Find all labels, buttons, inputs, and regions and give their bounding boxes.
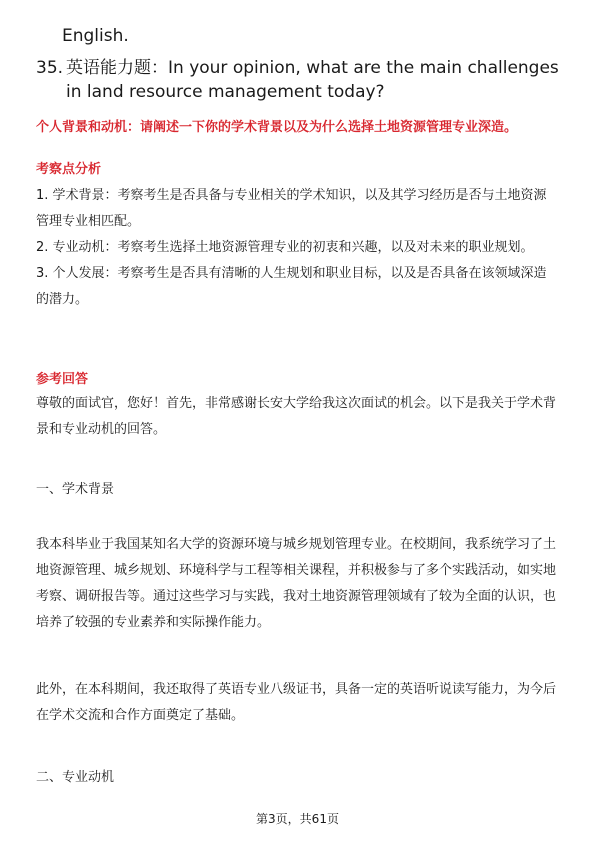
section-title: 二、专业动机 [36, 770, 115, 785]
question-item [36, 56, 559, 104]
section-title: 一、学术背景 [36, 482, 115, 497]
question-number: 35. [36, 58, 64, 78]
analysis-list [36, 183, 559, 313]
analysis-item: 2. 专业动机：考察考生选择土地资源管理专业的初衷和兴趣，以及对未来的职业规划。 [36, 240, 534, 255]
answer-intro-paragraph: 尊敬的面试官，您好！首先，非常感谢长安大学给我这次面试的机会。以下是我关于学术背景和专业动机的回答。 [36, 396, 557, 437]
section-question-heading: 个人背景和动机：请阐述一下你的学术背景以及为什么选择土地资源管理专业深造。 [36, 120, 518, 135]
answer-heading: 参考回答 [36, 372, 89, 387]
carry-over-line: English. [62, 26, 129, 46]
section-paragraph: 我本科毕业于我国某知名大学的资源环境与城乡规划管理专业。在校期间，我系统学习了土地资源管理、城乡规划、环境科学与工程等相关课程，并积极参与了多个实践活动，如实地考察、调研报告等。通过这些学习与实践，我对土地资源管理领域有了较为全面的认识，也培养了较强的专业素养和实际操作能力。 [36, 537, 557, 630]
analysis-heading: 考察点分析 [36, 162, 102, 177]
page-footer: 第3页，共61页 [256, 812, 339, 826]
section-paragraph: 此外，在本科期间，我还取得了英语专业八级证书，具备一定的英语听说读写能力，为今后在学术交流和合作方面奠定了基础。 [36, 682, 557, 723]
analysis-item: 3. 个人发展：考察考生是否具有清晰的人生规划和职业目标，以及是否具备在该领域深造的潜力。 [36, 266, 547, 307]
question-text: 英语能力题：In your opinion, what are the main challenges in land resource management today? [66, 58, 559, 102]
analysis-item: 1. 学术背景：考察考生是否具备与专业相关的学术知识，以及其学习经历是否与土地资源管理专业相匹配。 [36, 188, 547, 229]
